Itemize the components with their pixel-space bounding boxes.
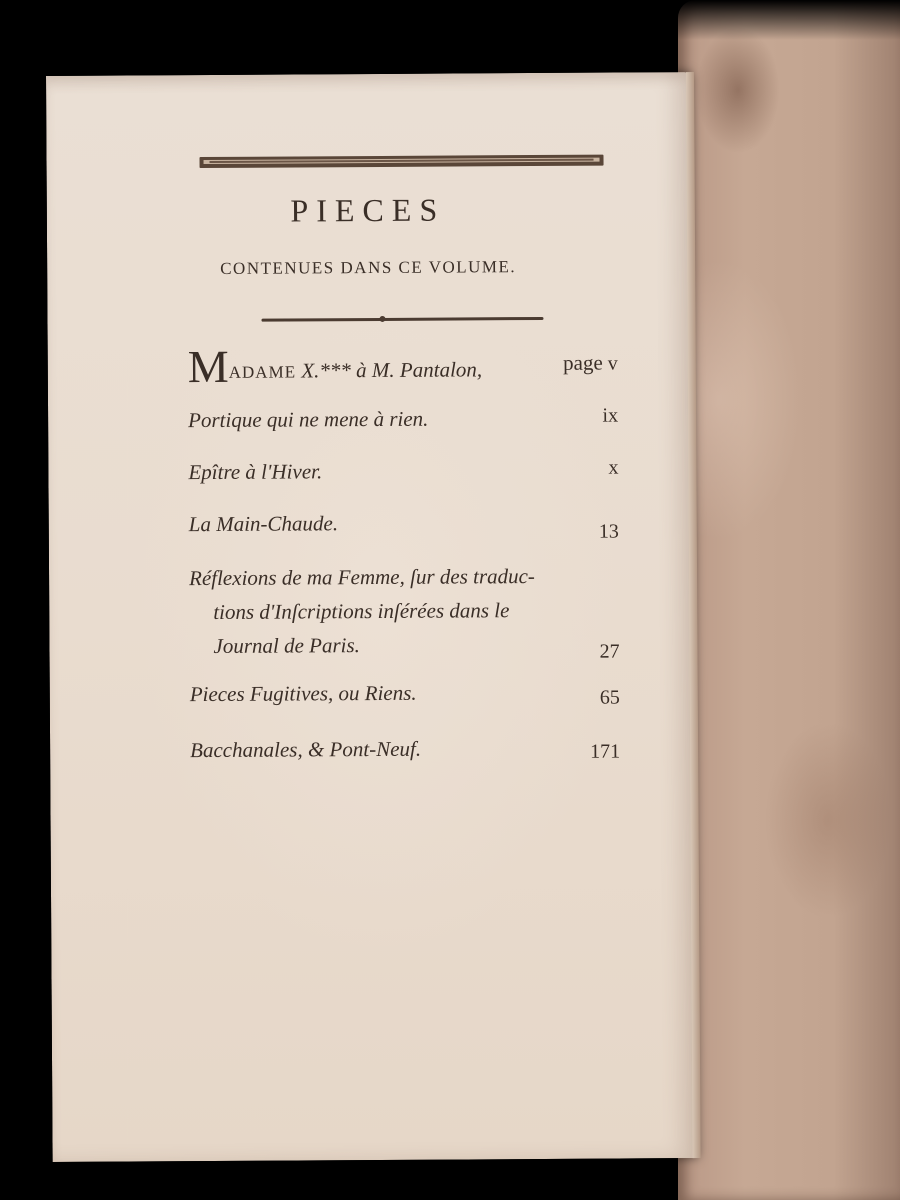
page-title: PIECES (290, 191, 446, 229)
page-word: page (563, 350, 603, 375)
contents-entry (188, 401, 618, 438)
entry-page-number: 171 (590, 740, 621, 763)
ornament-bar (199, 155, 603, 168)
book-page (46, 72, 695, 1162)
entry-title-line: tions d'Inſcriptions inſérées dans le (213, 598, 510, 624)
contents-list (187, 340, 621, 763)
entry-title: La Main-Chaude. (188, 511, 339, 537)
entry-smallcaps: ADAME (228, 362, 297, 382)
entry-title-line: Journal de Paris. (213, 633, 360, 658)
contents-entry (189, 559, 620, 664)
contents-entry (187, 340, 618, 393)
drop-cap: M (187, 340, 229, 393)
contents-entry (189, 505, 619, 542)
contents-entry (190, 675, 620, 712)
entry-title: X.*** à M. Pantalon, (295, 357, 483, 383)
entry-page-number: 65 (599, 686, 620, 709)
entry-page-number: v (607, 352, 618, 375)
page-subtitle: CONTENUES DANS CE VOLUME. (220, 257, 517, 278)
entry-page-number: ix (602, 404, 619, 427)
contents-entry (190, 731, 620, 768)
entry-page-number: x (608, 456, 619, 479)
entry-title: Bacchanales, & Pont-Neuf. (190, 736, 422, 763)
entry-title: Portique qui ne mene à rien. (188, 406, 429, 433)
entry-title: Epître à l'Hiver. (188, 459, 323, 485)
entry-title-line: Réflexions de ma Femme, ſur des traduc- (188, 564, 535, 591)
ornament-rule (261, 317, 543, 322)
book-cover (678, 0, 900, 1200)
entry-title: Pieces Fugitives, ou Riens. (189, 680, 417, 707)
entry-page-number: 13 (598, 520, 619, 543)
contents-entry (188, 453, 618, 490)
entry-page-number: 27 (599, 640, 620, 663)
